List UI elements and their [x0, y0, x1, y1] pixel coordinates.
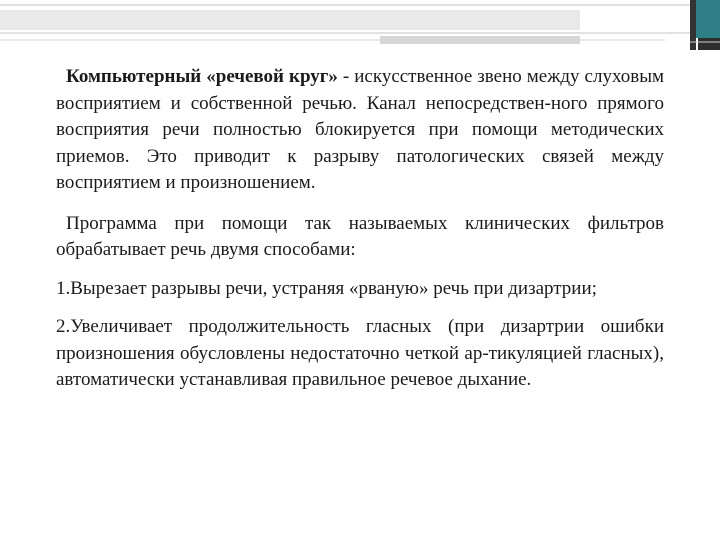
- slide-body: [56, 64, 664, 394]
- header-teal-block: [694, 0, 720, 38]
- header-band-accent: [380, 36, 580, 44]
- term-bold: Компьютерный «речевой круг»: [66, 66, 338, 87]
- slide-header-decoration: [0, 0, 720, 50]
- header-band-light: [0, 10, 580, 30]
- definition-text: - искусственное звено между слуховым восприятием и собственной речью. Канал непосредствен-ного прямого восприятия речи полностью блокируется при помощи методических приемов. Это приводит к разрыву патологических связей между восприятием и произношением.: [56, 66, 664, 193]
- paragraph-definition: [56, 64, 664, 197]
- list-item-2: 2.Увеличивает продолжительность гласных (при дизартрии ошибки произношения обусловлены недостаточно четкой ар-тикуляцией гласных), автоматически устанавливая правильное речевое дыхание.: [56, 316, 664, 390]
- paragraph-program: Программа при помощи так называемых клинических фильтров обрабатывает речь двумя способами:: [56, 212, 664, 260]
- list-item-1: 1.Вырезает разрывы речи, устраняя «рваную» речь при дизартрии;: [56, 277, 597, 299]
